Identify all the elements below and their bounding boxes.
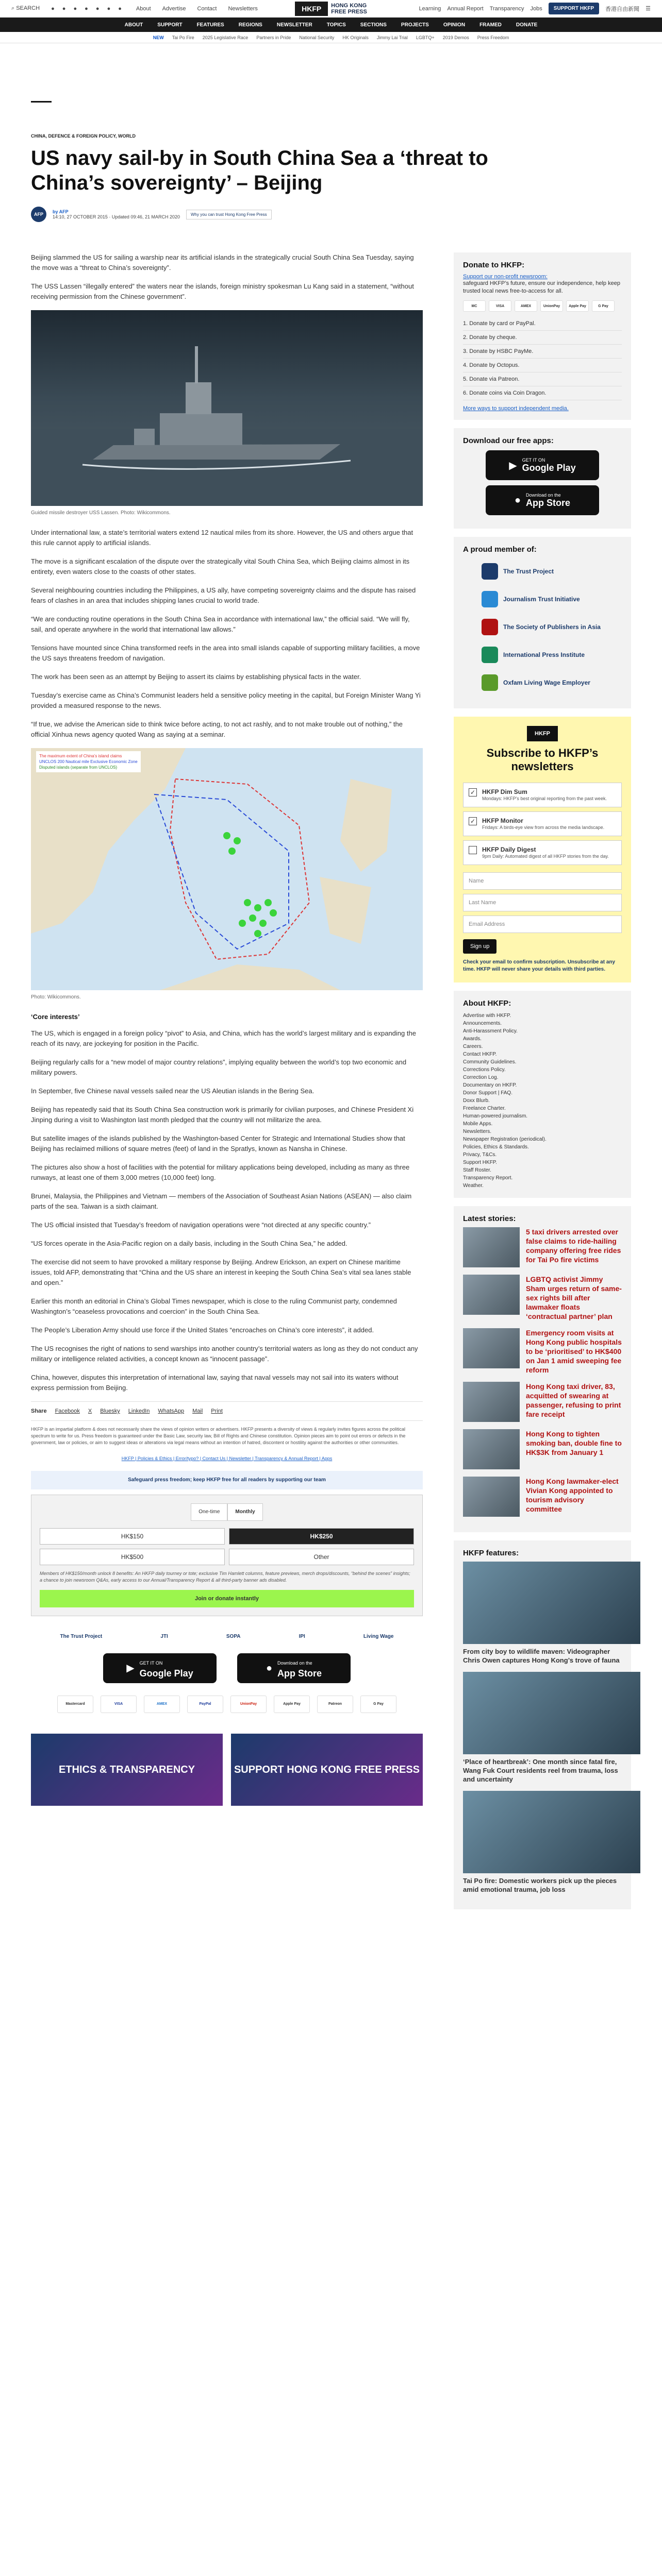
photo-caption: Guided missile destroyer USS Lassen. Photo: Wikicommons. [31, 510, 171, 516]
google-play-icon: ▶ [126, 1663, 135, 1674]
feature-story[interactable] [463, 1672, 622, 1784]
nav-sections[interactable]: SECTIONS [360, 22, 387, 28]
footer-promos [31, 1734, 423, 1806]
main-nav [0, 18, 662, 32]
publish-date: 14:10, 27 OCTOBER 2015 [53, 214, 108, 219]
tag-item[interactable]: 2025 Legislative Race [202, 35, 249, 40]
app-store-button[interactable] [486, 485, 599, 515]
map-illustration [31, 748, 423, 990]
paragraph: But satellite images of the islands published by the Washington-based Center for Strategic and International Studies show that Beijing has reclaimed millions of square metres (feet) of land in the Spratlys, known as Nansha in Chinese. [31, 1134, 405, 1153]
paragraph: Tensions have mounted since China transformed reefs in the area into small islands capable of supporting military facilities, a move the US says threatens freedom of navigation. [31, 644, 420, 662]
latest-title: Latest stories: [463, 1214, 516, 1223]
top-link-annual-report[interactable]: Annual Report [447, 5, 484, 12]
amount-250[interactable]: HK$250 [229, 1528, 414, 1545]
pay-amex-icon: AMEX [144, 1696, 180, 1713]
south-china-sea-map [31, 748, 423, 990]
paragraph: “If true, we advise the American side to think twice before acting, to not act rashly, and to not make trouble out of nothing,” the official Xinhua news agency quoted Wang as saying at a seminar. [31, 720, 403, 738]
feature-headline: Tai Po fire: Domestic workers pick up the pieces amid emotional trauma, job loss [463, 1877, 617, 1893]
warship-photo [31, 310, 423, 506]
search-label: SEARCH [16, 5, 40, 11]
about-item[interactable]: Staff Roster. [463, 1167, 491, 1173]
gpay-icon: G Pay [592, 300, 615, 312]
newsletter-box [454, 717, 631, 982]
article-header [31, 101, 631, 222]
apps-box [454, 428, 631, 529]
newsletter-name: HKFP Monitor [482, 817, 523, 824]
section-subhead: ‘Core interests’ [31, 1013, 80, 1021]
trending-tags [0, 32, 662, 43]
latest-story[interactable] [463, 1429, 622, 1469]
menu-icon[interactable]: ☰ [646, 6, 651, 12]
member-sopa[interactable] [463, 617, 622, 637]
oxfam-icon [482, 674, 498, 691]
paragraph: Several neighbouring countries including the Philippines, a US ally, have competing sovereignty claims and the dispute has raised fears of clashes in an area that includes shipping lanes crucial to world trade. [31, 586, 416, 604]
donation-note: Members of HK$150/month unlock 8 benefits: An HKFP daily tourney or tote; exclusive Tim Hamlett columns, feature previews, merch drops/discounts, “behind the scenes” insights; a chance to join newsroom Q&As, early access to our Annual/Transparency Report & all third-party banner ads disabled. [40, 1571, 410, 1583]
about-item[interactable]: Policies, Ethics & Standards. [463, 1144, 529, 1150]
payment-icons [463, 300, 622, 312]
nav-newsletter[interactable]: NEWSLETTER [276, 22, 312, 28]
tag-item[interactable]: Partners in Pride [256, 35, 291, 40]
about-item[interactable]: Community Guidelines. [463, 1059, 517, 1065]
footer-app-store[interactable] [237, 1653, 351, 1683]
about-item[interactable]: Announcements. [463, 1021, 502, 1026]
story-headline: Hong Kong taxi driver, 83, acquitted of swearing at passenger, refusing to print fare receipt [526, 1382, 621, 1418]
donate-option[interactable]: 3. Donate by HSBC PayMe. [463, 345, 622, 359]
tag-item[interactable]: HK Originals [342, 35, 369, 40]
donate-option[interactable]: 2. Donate by cheque. [463, 331, 622, 345]
newsletter-note: Check your email to confirm subscription. Unsubscribe at any time. HKFP will never share your details with third parties. [463, 959, 616, 972]
nav-about[interactable]: ABOUT [124, 22, 143, 28]
paragraph: The US recognises the right of nations to send warships into another country’s territorial waters as long as they do not conduct any military or intelligence related activities, a concept known as “innocent passage”. [31, 1345, 418, 1363]
story-thumbnail [463, 1477, 520, 1517]
about-item[interactable]: Documentary on HKFP. [463, 1082, 517, 1088]
paragraph: China, however, disputes this interpretation of international law, saying that naval vessels may not sail into its waters without express permission from Beijing. [31, 1374, 399, 1392]
trust-project-icon [482, 563, 498, 580]
about-item[interactable]: Privacy, T&Cs. [463, 1152, 497, 1158]
support-button[interactable]: SUPPORT HKFP [549, 3, 599, 14]
about-item[interactable]: Careers. [463, 1044, 483, 1049]
checkbox-checked-icon[interactable]: ✓ [469, 788, 477, 796]
newsletter-desc: 9pm Daily: Automated digest of all HKFP stories from the day. [482, 854, 609, 859]
checkbox-checked-icon[interactable]: ✓ [469, 817, 477, 825]
about-item[interactable]: Advertise with HKFP. [463, 1013, 511, 1019]
about-item[interactable]: Awards. [463, 1036, 482, 1042]
share-bar [31, 1401, 423, 1421]
newsletter-desc: Mondays: HKFP’s best original reporting from the past week. [482, 796, 607, 801]
article-body [31, 252, 423, 1806]
about-item[interactable]: Correction Log. [463, 1075, 499, 1080]
paragraph: Under international law, a state’s territorial waters extend 12 nautical miles from its shore. However, the US and others argue that this rule cannot apply to artificial islands. [31, 529, 413, 547]
share-print[interactable]: Print [211, 1408, 223, 1414]
newsletter-logo: HKFP [527, 726, 558, 741]
paragraph: The USS Lassen “illegally entered” the waters near the islands, foreign ministry spokesman Lu Kang said in a statement, “without receiving permission from the Chinese government”. [31, 282, 414, 300]
author-name[interactable]: by AFP [53, 209, 69, 214]
pay-gpay-icon: G Pay [360, 1696, 396, 1713]
about-item[interactable]: Support HKFP. [463, 1160, 497, 1165]
badge-big: Google Play [522, 462, 576, 473]
member-ipi[interactable] [463, 645, 622, 665]
newsletter-name: HKFP Dim Sum [482, 788, 527, 795]
features-title: HKFP features: [463, 1549, 519, 1557]
logo-line-1: HONG KONG [331, 2, 367, 9]
mastercard-icon: MC [463, 300, 486, 312]
about-item[interactable]: Newspaper Registration (periodical). [463, 1137, 547, 1142]
paragraph: Beijing regularly calls for a “new model of major country relations”, implying equality between the world’s top two economic and military powers. [31, 1058, 407, 1076]
amount-other[interactable]: Other [229, 1549, 414, 1565]
google-play-icon: ▶ [509, 460, 517, 471]
donate-option[interactable]: 1. Donate by card or PayPal. [463, 317, 622, 331]
top-link-transparency[interactable]: Transparency [489, 5, 524, 12]
jti-icon [482, 591, 498, 607]
feature-story[interactable] [463, 1562, 622, 1665]
donate-text: safeguard HKFP’s future, ensure our independence, help keep trusted local news free-to-access for all. [463, 280, 620, 294]
amount-150[interactable]: HK$150 [40, 1528, 225, 1545]
newsletter-title: Subscribe to HKFP’s newsletters [486, 747, 599, 773]
tab-one-time[interactable]: One-time [191, 1503, 227, 1521]
header-rule [31, 101, 52, 103]
pay-visa-icon: VISA [101, 1696, 137, 1713]
pay-applepay-icon: Apple Pay [274, 1696, 310, 1713]
nav-opinion[interactable]: OPINION [443, 22, 466, 28]
feature-headline: ‘Place of heartbreak’: One month since fatal fire, Wang Fuk Court residents reel from trauma, loss and uncertainty [463, 1758, 618, 1783]
paragraph: Brunei, Malaysia, the Philippines and Vietnam — members of the Association of Southeast Asian Nations (ASEAN) — also claim parts of the sea. Taiwan is a sixth claimant. [31, 1192, 412, 1210]
about-box [454, 991, 631, 1198]
signup-button[interactable]: Sign up [463, 939, 496, 954]
amex-icon: AMEX [515, 300, 537, 312]
amount-500[interactable]: HK$500 [40, 1549, 225, 1565]
visa-icon: VISA [489, 300, 511, 312]
newsletter-desc: Fridays: A birds-eye view from across the media landscape. [482, 825, 605, 830]
story-thumbnail [463, 1328, 520, 1368]
story-headline: 5 taxi drivers arrested over false claims to ride-hailing company offering free rides for Tai Po fire victims [526, 1228, 621, 1264]
paragraph: Beijing slammed the US for sailing a warship near its artificial islands in the strategically crucial South China Sea Tuesday, saying the move was a “threat to China’s sovereignty”. [31, 253, 414, 272]
donation-headline: Safeguard press freedom; keep HKFP free for all readers by supporting our team [31, 1471, 423, 1489]
tag-item[interactable]: 2019 Demos [442, 35, 469, 40]
about-item[interactable]: Newsletters. [463, 1129, 492, 1134]
share-bluesky[interactable]: Bluesky [100, 1408, 120, 1414]
tag-item[interactable]: Jimmy Lai Trial [376, 35, 408, 40]
unionpay-icon: UnionPay [540, 300, 563, 312]
member-trust-project[interactable] [463, 561, 622, 582]
member-jti[interactable] [463, 589, 622, 609]
sidebar [454, 252, 631, 1918]
nav-donate[interactable]: DONATE [516, 22, 538, 28]
donate-option[interactable]: 5. Donate via Patreon. [463, 372, 622, 386]
share-label: Share [31, 1408, 47, 1414]
paragraph: The work has been seen as an attempt by Beijing to assert its claims by establishing physical facts in the water. [31, 673, 361, 681]
newsletter-option[interactable] [463, 811, 622, 836]
legend-item: The maximum extent of China’s island claims [39, 754, 122, 758]
member-label: International Press Institute [503, 651, 585, 658]
story-headline: Emergency room visits at Hong Kong public hospitals to be ‘prioritised’ to HK$400 on Jan 1 amid sweeping fee reform [526, 1329, 622, 1374]
paragraph: “US forces operate in the Asia-Pacific region on a daily basis, including in the South China Sea,” he added. [31, 1240, 347, 1247]
paragraph: The move is a significant escalation of the dispute over the strategically vital South China Sea, which Beijing claims almost in its entirety, even waters close to the coasts of other states. [31, 557, 410, 575]
story-thumbnail [463, 1382, 520, 1422]
tag-item[interactable]: Tai Po Fire [172, 35, 194, 40]
features-box [454, 1540, 631, 1909]
feature-image [463, 1562, 640, 1644]
badge-big: Google Play [139, 1668, 193, 1679]
name-input[interactable]: Name [463, 872, 622, 890]
nav-regions[interactable]: REGIONS [238, 22, 262, 28]
paragraph: Tuesday’s exercise came as China’s Communist leaders held a sensitive policy meeting in the capital, but Foreign Minister Wang Yi provided a measured response to the news. [31, 691, 421, 709]
about-item[interactable]: Transparency Report. [463, 1175, 513, 1181]
tab-monthly[interactable]: Monthly [227, 1503, 262, 1521]
paragraph: The exercise did not seem to have provoked a military response by Beijing. Andrew Erickson, an expert on Chinese maritime issues, told AFP, demonstrating that “China and the US share an interest in keeping the South China Sea’s vital sea lanes stable and open.” [31, 1258, 411, 1286]
applepay-icon: Apple Pay [566, 300, 589, 312]
pay-paypal-icon: PayPal [187, 1696, 223, 1713]
author-name-text: AFP [59, 209, 69, 214]
join-button[interactable]: Join or donate instantly [40, 1590, 414, 1607]
checkbox-icon[interactable] [469, 846, 477, 854]
nav-support[interactable]: SUPPORT [157, 22, 183, 28]
publication-disclaimer: HKFP is an impartial platform & does not necessarily share the views of opinion writers or advertisers. HKFP presents a diversity of views & regularly invites figures across the political spectrum to write for us. Press freedom is guaranteed under the Basic Law, security law, Bill of Rights and Chinese constitution. Opinion pieces aim to point out errors or defects in the government, law or policies, or aim to suggest ideas or alterations via legal means without an intention of hatred, discontent or hostility against the authorities or other communities. [31, 1427, 406, 1445]
promo-support[interactable]: SUPPORT HONG KONG FREE PRESS [231, 1734, 423, 1806]
latest-story[interactable] [463, 1328, 622, 1375]
feature-story[interactable] [463, 1791, 622, 1894]
share-linkedin[interactable]: LinkedIn [128, 1408, 150, 1414]
story-headline: LGBTQ activist Jimmy Sham urges return of same-sex rights bill after lawmaker floats ‘contractual partner’ plan [526, 1275, 622, 1320]
footer-google-play[interactable] [103, 1653, 217, 1683]
logo-trust-project[interactable]: The Trust Project [60, 1634, 103, 1639]
warship-illustration [31, 310, 423, 506]
footer-app-buttons [31, 1653, 423, 1683]
top-link-advertise[interactable]: Advertise [162, 5, 186, 12]
latest-story[interactable] [463, 1227, 622, 1267]
logo-line-2: FREE PRESS [331, 8, 367, 15]
legend-item: Disputed islands (separate from UNCLOS) [39, 765, 118, 770]
share-x[interactable]: X [88, 1408, 92, 1414]
donation-amounts [40, 1528, 414, 1565]
logo-mark: HKFP [295, 2, 328, 16]
nav-projects[interactable]: PROJECTS [401, 22, 429, 28]
donation-box [31, 1495, 423, 1616]
latest-story[interactable] [463, 1275, 622, 1321]
paragraph: The pictures also show a host of facilities with the potential for military applications being developed, including as many as three runways, at least one of them 3,000 metres (10,000 feet) long. [31, 1163, 410, 1181]
newsletter-name: HKFP Daily Digest [482, 846, 536, 853]
share-whatsapp[interactable]: WhatsApp [158, 1408, 185, 1414]
feature-headline: From city boy to wildlife maven: Videographer Chris Owen captures Hong Kong’s trove of fauna [463, 1648, 620, 1664]
tag-item[interactable]: Press Freedom [477, 35, 509, 40]
trust-link[interactable]: Why you can trust Hong Kong Free Press [186, 210, 272, 219]
about-list [463, 1012, 622, 1190]
story-thumbnail [463, 1227, 520, 1267]
about-item[interactable]: Corrections Policy. [463, 1067, 506, 1073]
search-button[interactable]: ⌕ SEARCH [11, 5, 40, 11]
donation-tabs [40, 1503, 414, 1521]
member-oxfam[interactable] [463, 672, 622, 693]
logo-ipi[interactable]: IPI [299, 1634, 305, 1639]
about-item[interactable]: Anti-Harassment Policy. [463, 1028, 518, 1034]
donate-option[interactable]: 6. Donate coins via Coin Dragon. [463, 386, 622, 400]
badge-big: App Store [277, 1668, 322, 1679]
about-title: About HKFP: [463, 999, 511, 1008]
story-headline: Hong Kong to tighten smoking ban, double fine to HK$3K from January 1 [526, 1430, 622, 1456]
top-link-newsletters[interactable]: Newsletters [228, 5, 258, 12]
paragraph: In September, five Chinese naval vessels sailed near the US Aleutian islands in the Bering Sea. [31, 1087, 315, 1095]
paragraph: The US official insisted that Tuesday’s freedom of navigation operations were “not directed at any specific country.” [31, 1221, 371, 1229]
badge-small: Download on the [277, 1660, 312, 1666]
newsletter-option[interactable] [463, 840, 622, 865]
top-link-contact[interactable]: Contact [197, 5, 217, 12]
paragraph: Beijing has repeatedly said that its South China Sea construction work is primarily for civilian purposes, and Chinese President Xi Jinping during a visit to Washington last month pledged that the country will not militarize the area. [31, 1106, 414, 1124]
paragraph: The People’s Liberation Army should use force if the United States “encroaches on China’s core interests”, it added. [31, 1326, 374, 1334]
google-play-button[interactable] [486, 450, 599, 480]
donate-link[interactable]: Support our non-profit newsroom: [463, 274, 548, 280]
social-icons[interactable]: ● ● ● ● ● ● ● [51, 5, 125, 12]
apple-icon: ● [266, 1663, 273, 1674]
new-badge: NEW [153, 35, 164, 40]
share-mail[interactable]: Mail [192, 1408, 203, 1414]
about-item[interactable]: Freelance Charter. [463, 1106, 506, 1111]
about-item[interactable]: Weather. [463, 1183, 484, 1189]
logo-jti[interactable]: JTI [160, 1634, 168, 1639]
member-label: The Society of Publishers in Asia [503, 623, 601, 631]
more-ways-link[interactable]: More ways to support independent media. [463, 405, 569, 412]
donate-title: Donate to HKFP: [463, 261, 525, 269]
pay-patreon-icon: Patreon [317, 1696, 353, 1713]
ipi-icon [482, 647, 498, 663]
story-headline: Hong Kong lawmaker-elect Vivian Kong appointed to tourism advisory committee [526, 1477, 619, 1513]
feature-image [463, 1672, 640, 1754]
tag-item[interactable]: LGBTQ+ [416, 35, 435, 40]
member-label: Oxfam Living Wage Employer [503, 679, 590, 686]
apple-icon: ● [514, 494, 521, 506]
about-item[interactable]: Human-powered journalism. [463, 1113, 528, 1119]
logo-living-wage[interactable]: Living Wage [363, 1634, 394, 1639]
article-category[interactable]: CHINA, DEFENCE & FOREIGN POLICY, WORLD [31, 133, 136, 139]
footer-member-logos [31, 1632, 423, 1642]
map-legend [36, 751, 141, 772]
about-item[interactable]: Contact HKFP. [463, 1052, 497, 1057]
donate-box [454, 252, 631, 420]
paragraph: The US, which is engaged in a foreign policy “pivot” to Asia, and China, which has the world’s largest military and is expanding the reach of its navy, are jockeying for position in the Pacific. [31, 1029, 416, 1047]
top-link-learning[interactable]: Learning [419, 5, 441, 12]
share-facebook[interactable]: Facebook [55, 1408, 80, 1414]
top-link-about[interactable]: About [136, 5, 151, 12]
promo-ethics[interactable]: ETHICS & TRANSPARENCY [31, 1734, 223, 1806]
paragraph: “We are conducting routine operations in the South China Sea in accordance with international law,” the official said. “We will fly, sail, and operate anywhere in the world that international law allows.” [31, 615, 410, 633]
footer-payment-logos [31, 1696, 423, 1713]
nav-framed[interactable]: FRAMED [479, 22, 502, 28]
latest-box [454, 1206, 631, 1532]
article-title: US navy sail-by in South China Sea a ‘threat to China’s sovereignty’ – Beijing [31, 147, 488, 194]
feature-image [463, 1791, 640, 1873]
last-name-input[interactable]: Last Name [463, 894, 622, 911]
member-label: The Trust Project [503, 568, 554, 575]
newsletter-option[interactable] [463, 783, 622, 807]
badge-small: GET IT ON [522, 457, 545, 463]
tag-item[interactable]: National Security [299, 35, 335, 40]
top-bar [0, 0, 662, 18]
author-avatar: AFP [31, 207, 46, 222]
nav-topics[interactable]: TOPICS [326, 22, 346, 28]
map-caption: Photo: Wikicommons. [31, 994, 81, 1000]
badge-small: Download on the [526, 492, 561, 498]
badge-big: App Store [526, 497, 571, 508]
legend-item: UNCLOS 200 Nautical mile Exclusive Economic Zone [39, 759, 138, 764]
apps-title: Download our free apps: [463, 436, 554, 445]
nav-features[interactable]: FEATURES [196, 22, 224, 28]
story-thumbnail [463, 1429, 520, 1469]
publication-links[interactable]: HKFP | Policies & Ethics | Error/typo? | Contact Us | Newsletter | Transparency & Annual Report | Apps [121, 1456, 333, 1461]
top-link-jobs[interactable]: Jobs [530, 5, 542, 12]
member-title: A proud member of: [463, 545, 537, 554]
pay-unionpay-icon: UnionPay [230, 1696, 267, 1713]
logo-sopa[interactable]: SOPA [226, 1634, 241, 1639]
latest-story[interactable] [463, 1382, 622, 1422]
donate-option[interactable]: 4. Donate by Octopus. [463, 359, 622, 372]
site-logo[interactable] [295, 2, 367, 16]
about-item[interactable]: Mobile Apps. [463, 1121, 493, 1127]
paragraph: Earlier this month an editorial in China’s Global Times newspaper, which is close to the ruling Communist party, condemned Washington’s “ceaseless provocations and coercion” in the South China Sea. [31, 1297, 397, 1315]
about-item[interactable]: Doxx Blurb. [463, 1098, 490, 1104]
updated-date: Updated 09:46, 21 MARCH 2020 [111, 214, 180, 219]
member-box [454, 537, 631, 708]
language-link[interactable]: 香港自由新聞 [605, 6, 640, 12]
byline: AFP by AFP 14:10, 27 OCTOBER 2015 · Updated 09:46, 21 MARCH 2020 Why you can trust Hong Kong Free Press [31, 207, 631, 222]
badge-small: GET IT ON [139, 1660, 163, 1666]
pay-mastercard-icon: Mastercard [57, 1696, 93, 1713]
about-item[interactable]: Donor Support | FAQ. [463, 1090, 512, 1096]
story-thumbnail [463, 1275, 520, 1315]
latest-story[interactable] [463, 1477, 622, 1517]
member-label: Journalism Trust Initiative [503, 596, 580, 603]
sopa-icon [482, 619, 498, 635]
email-input[interactable]: Email Address [463, 916, 622, 933]
